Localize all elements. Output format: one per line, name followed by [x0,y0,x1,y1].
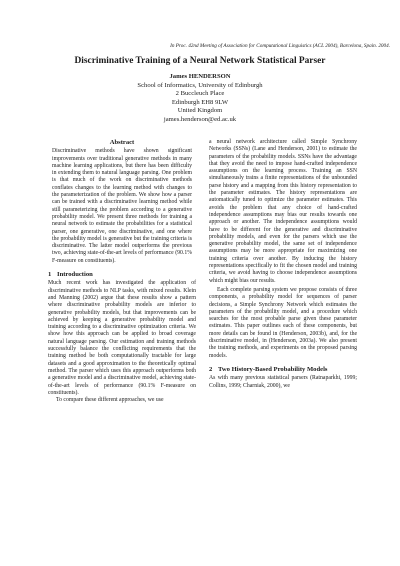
author-name: James HENDERSON [169,73,231,80]
venue-line: In Proc. 42nd Meeting of Association for Computational Linguistics (ACL 2004), Barcelona, Spain. 2004. [170,43,390,49]
section-title: Two History-Based Probability Models [218,365,328,373]
paragraph: To compare these different approaches, we use [56,397,164,404]
address-line: United Kingdom [177,107,223,115]
section-title: Introduction [57,271,93,279]
paragraph: a neural network architecture called Simple Synchrony Networks (SSNs) (Lane and Henderson, 2001) to estimate the parameters of the probability models. SSNs have the advantage that they avoid the need to impose hand-crafted independence assumptions on the learning process. Training an SSN simultaneously trains a finite representations of the unbounded parse history and a mapping from this history representation to the parameter estimates. The history representations are automatically tuned to optimize the parameter estimates. This avoids the problem that any choice of hand-crafted independence assumptions may bias our results towards one approach or another. The independence assumptions would have to be different for the generative and discriminative probability models, and even for the parsers which use the generative probability model, the same set of independence assumptions may be more appropriate for maximizing one training criteria over another. By inducing the history representations specifically to fit the chosen model and training criteria, we avoid having to choose independence assumptions which might bias our results. [209,139,357,284]
address-line: Edinburgh EH8 9LW [171,98,229,106]
section-heading [48,271,196,278]
section-heading [209,366,357,373]
paragraph: Each complete parsing system we propose consists of three components, a probability model for sequences of parser decisions, a Simple Synchrony Network which estimates the parameters of the probability model, and a procedure which searches for the most probable parse given these parameter estimates. This paper outlines each of these components, but more details can be found in (Henderson, 2003b), and, for the discriminative model, in (Henderson, 2003a). We also present the training methods, and experiments on the proposed parsing models. [209,286,357,359]
section-number: 2 [209,365,213,373]
section-number: 1 [48,271,52,279]
paragraph: As with many previous statistical parsers (Ratnaparkhi, 1999; Collins, 1999; Charniak, 2000), we [209,375,357,389]
right-column [209,139,357,390]
left-column [48,139,196,404]
paper-title: Discriminative Training of a Neural Network Statistical Parser [74,56,326,66]
author-block [40,73,360,125]
abstract-heading: Abstract [109,139,135,146]
address-line: 2 Buccleuch Place [175,90,225,98]
affiliation-line: School of Informatics, University of Edinburgh [137,81,263,89]
author-email[interactable]: james.henderson@ed.ac.uk [163,115,237,123]
abstract-text: Discriminative methods have shown significant improvements over traditional generative methods in many machine learning applications, but there has been difficulty in extending them to natural language parsing. One problem is that much of the work on discriminative methods conflates changes to the learning method with changes to the parameterization of the problem. We show how a parser can be trained with a discriminative learning method while still parameterizing the problem according to a generative probability model. We present three methods for training a neural network to estimate the probabilities for a statistical parser, one generative, one discriminative, and one where the probability model is generative but the training criteria is discriminative. The latter model outperforms the previous two, achieving state-of-the-art levels of performance (90.1% F-measure on constituents). [52,148,192,264]
paragraph: Much recent work has investigated the application of discriminative methods to NLP tasks, with mixed results. Klein and Manning (2002) argue that these results show a pattern where discriminative probability models are inferior to generative probability models, but that improvements can be achieved by keeping a generative probability model and training according to a discriminative optimization criteria. We show how this approach can be applied to broad coverage natural language parsing. Our estimation and training methods successfully balance the conflicting requirements that the training method be both computationally tractable for large datasets and a good approximation to the theoretically optimal method. The parser which uses this approach outperforms both a generative model and a discriminative model, achieving state-of-the-art levels of performance (90.1% F-measure on constituents). [48,280,196,396]
